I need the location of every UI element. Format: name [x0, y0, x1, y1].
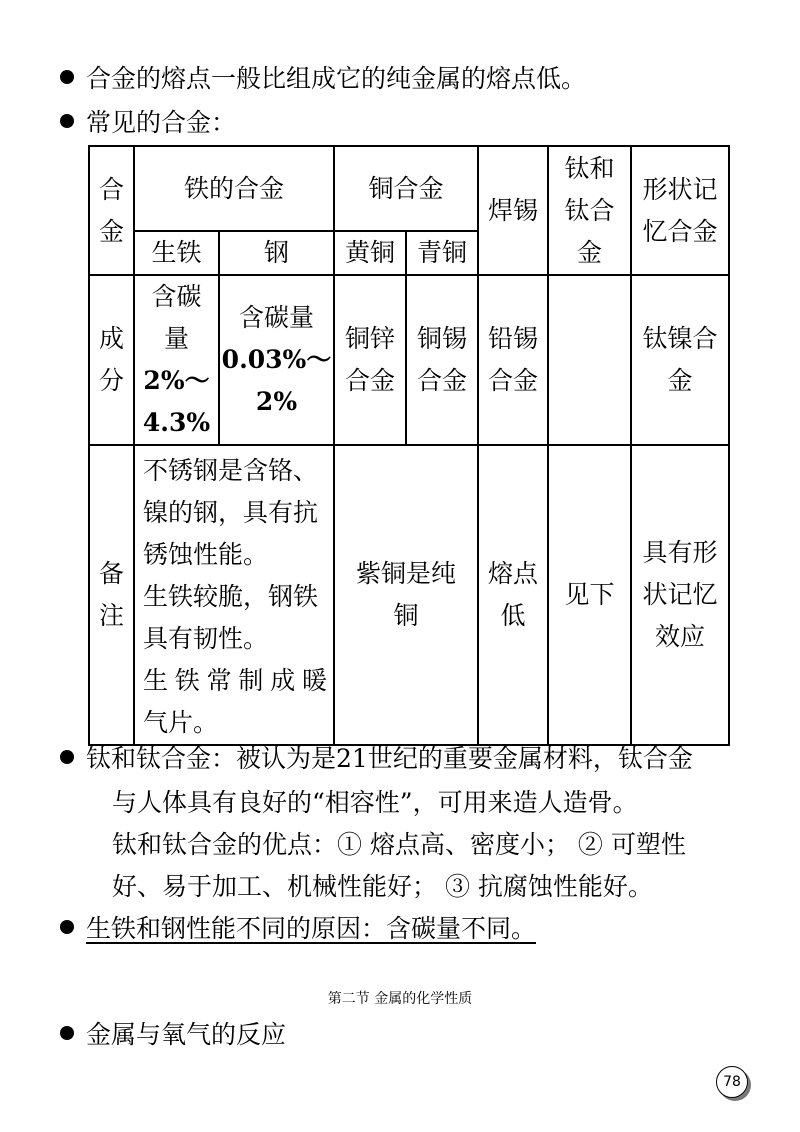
subheader-brass: 黄铜: [334, 231, 406, 275]
note-shape-memory: 具有形 状记忆 效应: [631, 445, 729, 745]
note-copper-alloy: 紫铜是纯 铜: [334, 445, 478, 745]
titanium-line-1: 钛和钛合金：被认为是21世纪的重要金属材料，钛合金: [86, 744, 693, 773]
subheader-pig-iron: 生铁: [134, 231, 219, 275]
subheader-steel: 钢: [219, 231, 334, 275]
header-copper-alloy: 铜合金: [334, 146, 478, 231]
reason-text: 生铁和钢性能不同的原因：含碳量不同。: [86, 914, 537, 943]
bullet-dot: [60, 70, 74, 84]
subheader-bronze: 青铜: [406, 231, 478, 275]
header-shape-memory: 形状记 忆合金: [631, 146, 729, 275]
note-solder: 熔点 低: [478, 445, 548, 745]
row-label-composition: 成 分: [89, 275, 134, 445]
bullet-melting-point: [60, 62, 760, 96]
comp-steel: 含碳量 0.03%～ 2%: [219, 275, 334, 445]
comp-bronze: 铜锡 合金: [406, 275, 478, 445]
bullet-titanium: [60, 742, 760, 776]
titanium-line-2: 与人体具有良好的“相容性”，可用来造人造骨。: [112, 788, 638, 817]
page-number: 78: [716, 1066, 748, 1098]
bullet-text: 合金的熔点一般比组成它的纯金属的熔点低。: [86, 64, 587, 93]
header-titanium: 钛和 钛合 金: [548, 146, 631, 275]
alloy-table: [88, 145, 730, 746]
comp-titanium: [548, 275, 631, 445]
comp-pig-iron: 含碳 量 2%～ 4.3%: [134, 275, 219, 445]
bullet-dot: [60, 1026, 74, 1040]
bullet-text: 常见的合金：: [86, 108, 237, 137]
bullet-oxygen-reaction: [60, 1018, 760, 1052]
note-titanium: 见下: [548, 445, 631, 745]
section-title: 第二节 金属的化学性质: [327, 991, 473, 1007]
note-iron-alloy: 不锈钢是含铬、 镍的钢，具有抗 锈蚀性能。 生铁较脆，钢铁 具有韧性。 生铁常制成暖 气片。: [134, 445, 334, 745]
oxygen-text: 金属与氧气的反应: [86, 1020, 287, 1049]
comp-solder: 铅锡 合金: [478, 275, 548, 445]
bullet-carbon-reason: [60, 912, 760, 946]
titanium-line-4: 好、易于加工、机械性能好； ③ 抗腐蚀性能好。: [112, 872, 653, 901]
row-label-notes: 备 注: [89, 445, 134, 745]
header-iron-alloy: 铁的合金: [134, 146, 334, 231]
bullet-dot: [60, 750, 74, 764]
header-alloy: 合 金: [89, 146, 134, 275]
comp-brass: 铜锌 合金: [334, 275, 406, 445]
bullet-dot: [60, 114, 74, 128]
header-solder: 焊锡: [478, 146, 548, 275]
titanium-line-3: 钛和钛合金的优点：① 熔点高、密度小； ② 可塑性: [112, 830, 686, 859]
comp-shape-memory: 钛镍合 金: [631, 275, 729, 445]
bullet-dot: [60, 920, 74, 934]
bullet-common-alloys: [60, 106, 760, 140]
